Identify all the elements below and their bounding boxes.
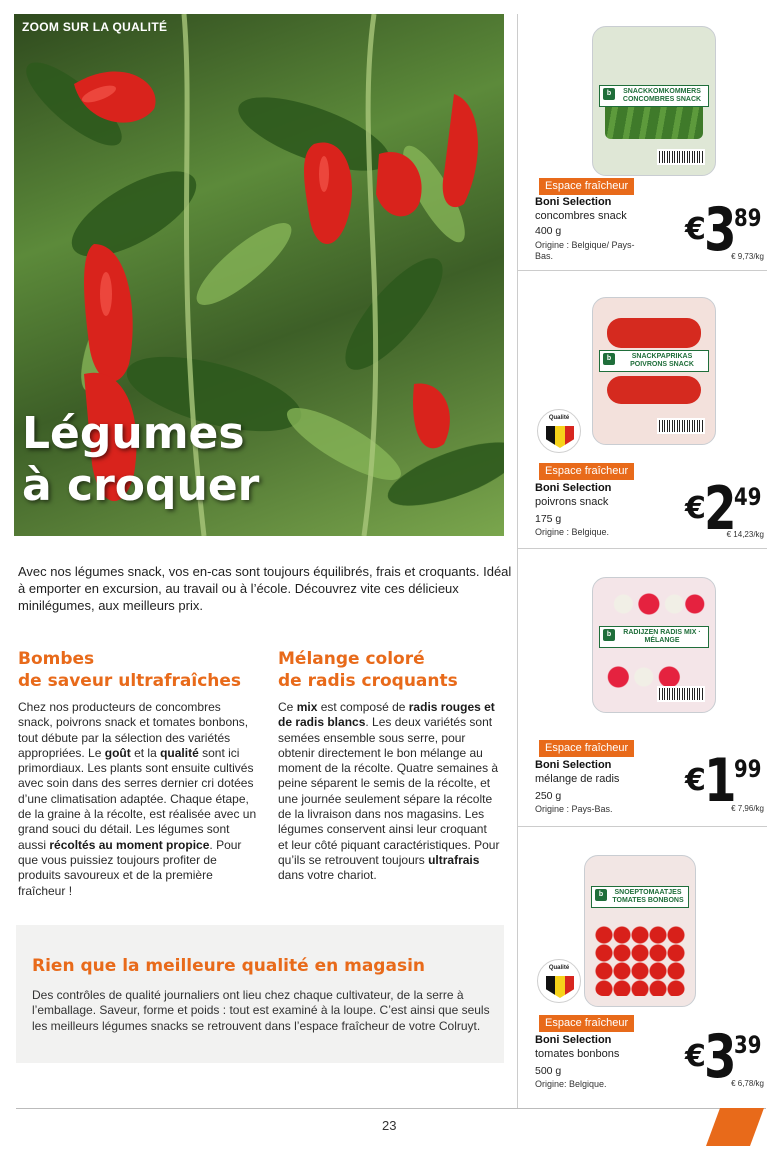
product-card[interactable]: [520, 14, 770, 270]
price-decimal: 39: [733, 1031, 761, 1059]
barcode-icon: [657, 149, 705, 165]
product-package-image: [592, 577, 716, 713]
belgian-flag-icon: [546, 426, 574, 448]
product-card[interactable]: [520, 549, 770, 826]
price-decimal: 89: [733, 204, 761, 232]
radish-shape: [603, 590, 705, 618]
category-badge: Espace fraîcheur: [539, 178, 634, 195]
product-column-divider: [517, 14, 518, 1108]
product-name: concombres snack: [535, 210, 627, 222]
product-package-image: [592, 26, 716, 176]
product-weight: 175 g: [535, 513, 562, 525]
category-badge: Espace fraîcheur: [539, 1015, 634, 1032]
package-logo-icon: b: [603, 88, 615, 100]
quality-belgium-badge: [537, 409, 581, 453]
price-per-kg: € 9,73/kg: [731, 252, 764, 261]
column2-bold: radis rouges et de radis blancs: [278, 700, 495, 730]
product-card[interactable]: [520, 271, 770, 548]
price-per-kg: € 14,23/kg: [726, 530, 764, 539]
package-logo-icon: b: [595, 889, 607, 901]
product-weight: 500 g: [535, 1065, 562, 1077]
product-origin: Origine: Belgique.: [535, 1079, 607, 1089]
package-logo-icon: b: [603, 629, 615, 641]
column2-heading: [278, 648, 518, 692]
column1-bold: qualité: [160, 745, 199, 760]
product-price: [684, 1022, 764, 1092]
quality-belgium-badge: [537, 959, 581, 1003]
product-name: mélange de radis: [535, 773, 620, 785]
column1-bold: récoltés au moment propice: [49, 837, 210, 852]
price-integer: 2: [703, 474, 735, 544]
pepper-shape: [607, 376, 701, 404]
quality-badge-label: Qualité: [548, 415, 570, 421]
price-currency: €: [684, 212, 704, 247]
package-label-text: SNOEPTOMAATJES TOMATES BONBONS: [612, 889, 684, 904]
price-decimal: 49: [733, 483, 761, 511]
package-label-text: SNACKKOMKOMMERS CONCOMBRES SNACK: [622, 88, 702, 103]
quality-box-title: Rien que la meilleure qualité en magasin: [32, 956, 425, 976]
column2-bold: ultrafrais: [428, 852, 480, 867]
package-label: [599, 626, 709, 648]
intro-paragraph: Avec nos légumes snack, vos en-cas sont toujours équilibrés, frais et croquants. Idéal à emporter en excursion, au travail ou à l’école. Découvrez vite ces délicieux minilégumes, aux meilleurs prix.: [18, 564, 512, 613]
product-weight: 250 g: [535, 790, 562, 802]
product-package-image: [584, 855, 696, 1007]
product-brand: Boni Selection: [535, 759, 612, 771]
barcode-icon: [657, 686, 705, 702]
tomato-shape: [595, 926, 685, 996]
column1-body: [18, 700, 258, 899]
column1-text: . Pour que vous puissiez toujours profiter de produits savoureux et de la première fraîcheur !: [18, 837, 242, 898]
product-price: [684, 746, 764, 816]
price-per-kg: € 6,78/kg: [731, 1079, 764, 1088]
price-decimal: 99: [733, 755, 761, 783]
product-origin: Origine : Pays-Bas.: [535, 804, 613, 814]
product-origin: Origine : Belgique/ Pays-Bas.: [535, 240, 635, 261]
quality-box-text: Des contrôles de qualité journaliers ont lieu chez chaque cultivateur, de la serre à l’emballage. Saveur, forme et poids : tout est examiné à la loupe. C’est ainsi que seuls les meilleurs légumes snacks se retrouvent dans l’espace fraîcheur de votre Colruyt.: [32, 988, 490, 1033]
column1-heading-line2: de saveur ultrafraîches: [18, 671, 242, 691]
price-integer: 1: [703, 746, 735, 816]
product-card[interactable]: [520, 827, 770, 1108]
column1-bold: goût: [104, 745, 131, 760]
title-line-2: à croquer: [22, 460, 260, 511]
product-price: [684, 195, 764, 265]
section-kicker: ZOOM SUR LA QUALITÉ: [22, 20, 168, 34]
column2-text: dans votre chariot.: [278, 868, 377, 883]
product-origin: Origine : Belgique.: [535, 527, 610, 537]
price-integer: 3: [703, 1022, 735, 1092]
belgian-flag-icon: [546, 976, 574, 998]
quality-badge-label: Qualité: [548, 965, 570, 971]
package-label: [599, 85, 709, 107]
price-per-kg: € 7,96/kg: [731, 804, 764, 813]
product-name: poivrons snack: [535, 496, 609, 508]
product-brand: Boni Selection: [535, 1034, 612, 1046]
column2-bold: mix: [296, 700, 318, 714]
category-badge: Espace fraîcheur: [539, 740, 634, 757]
product-package-image: [592, 297, 716, 445]
product-weight: 400 g: [535, 225, 562, 237]
column2-text: Ce: [278, 700, 297, 714]
column2-heading-line2: de radis croquants: [278, 671, 458, 691]
column1-text: Chez nos producteurs de concombres snack, poivrons snack et tomates bonbons, tout débute par la sélection des variétés appropriées. Le: [18, 700, 249, 760]
column1-text: et la: [130, 745, 161, 760]
title-line-1: Légumes: [22, 408, 245, 459]
page-number: 23: [382, 1118, 397, 1133]
package-label: [599, 350, 709, 372]
footer-divider: [16, 1108, 766, 1109]
corner-brand-mark: [706, 1108, 764, 1146]
price-currency: €: [684, 1039, 704, 1074]
column2-heading-line1: Mélange coloré: [278, 649, 425, 669]
column2-body: [278, 700, 500, 884]
column2-text: est composé de: [317, 700, 409, 714]
package-logo-icon: b: [603, 353, 615, 365]
package-label-text: SNACKPAPRIKAS POIVRONS SNACK: [630, 353, 694, 368]
package-label: [591, 886, 689, 908]
category-badge: Espace fraîcheur: [539, 463, 634, 480]
package-label-text: RADIJZEN RADIS MIX · MÉLANGE: [623, 629, 701, 644]
pepper-shape: [607, 318, 701, 348]
price-currency: €: [684, 763, 704, 798]
column1-heading: [18, 648, 258, 692]
price-integer: 3: [703, 195, 735, 265]
product-brand: Boni Selection: [535, 482, 612, 494]
price-currency: €: [684, 491, 704, 526]
product-name: tomates bonbons: [535, 1048, 620, 1060]
product-brand: Boni Selection: [535, 196, 612, 208]
column1-text: sont ici primordiaux. Les plants sont ensuite cultivés avec soin dans des serres dernier cri dotées d’une climatisation adaptée. Chaque étape, de la graine à la récolte, est réalisée avec un grand souci du détail. Les légumes sont aussi: [18, 745, 257, 852]
barcode-icon: [657, 418, 705, 434]
column1-heading-line1: Bombes: [18, 649, 95, 669]
page-title: [22, 408, 259, 512]
column2-text: . Les deux variétés sont semées ensemble sous serre, pour obtenir directement le bon mélange au moment de la récolte. Quatre semaines à peine séparent le semis de la récolte, et une journée seulement sépare la récolte de la livraison dans nos magasins. Les légumes conservent ainsi leur croquant et leur côté piquant caractéristiques. Pour qu’ils se retrouvent toujours: [278, 715, 500, 867]
